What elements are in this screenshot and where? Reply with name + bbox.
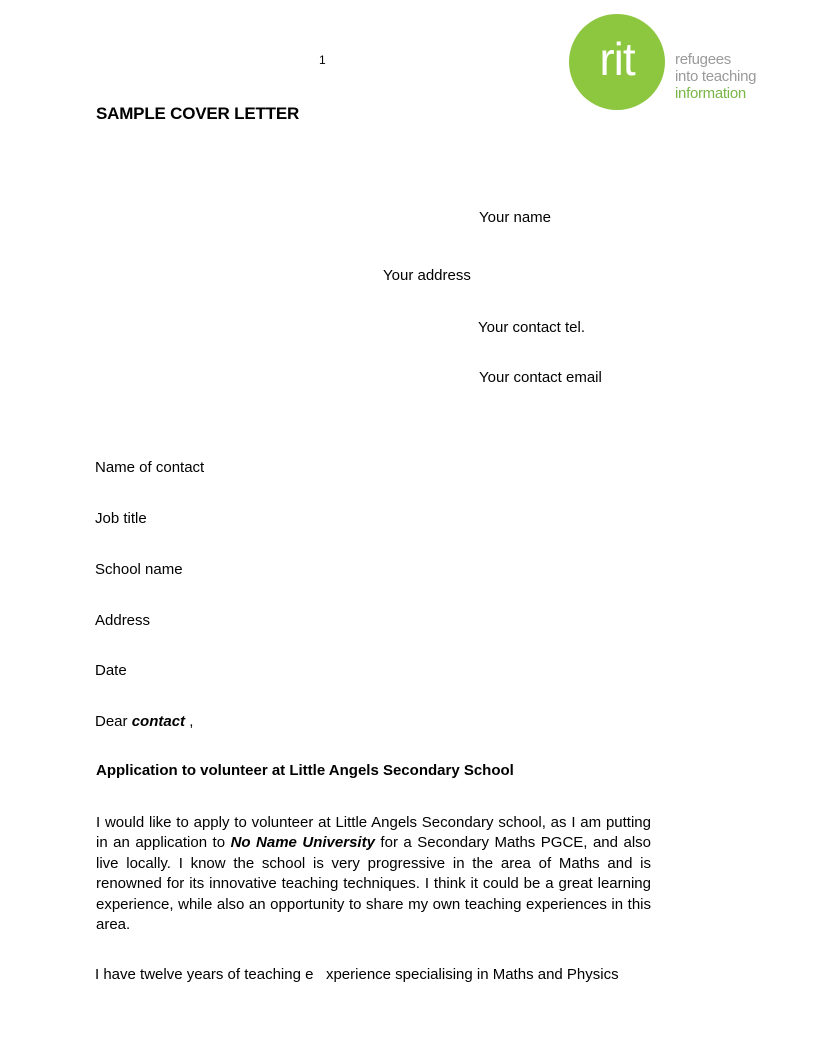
salutation-suffix: , [185,713,194,730]
letter-date: Date [95,662,127,679]
logo-mark: rit [599,33,635,85]
logo-line-into-teaching: into teaching [675,68,757,85]
paragraph-1 [96,813,651,935]
page-number: 1 [319,53,326,67]
university-name: No Name University [230,834,375,852]
logo-line-refugees: refugees [675,51,731,68]
subject-line: Application to volunteer at Little Angels Secondary School [96,762,514,779]
logo-text [675,51,756,102]
sender-name: Your name [479,209,551,226]
logo-circle [569,14,665,110]
rit-logo [569,14,769,114]
salutation [95,713,193,730]
document-title: SAMPLE COVER LETTER [96,104,300,123]
recipient-school: School name [95,561,183,578]
recipient-address: Address [95,612,151,629]
salutation-prefix: Dear [95,713,132,730]
paragraph-1-end: for a Secondary Maths PGCE, and also live locally. I know the school is very progressive in the area of Maths and is renowned for its innovative teaching techniques. I think it could be a great learning experience, while also an opportunity to share my own teaching experiences in this area. [96,834,652,934]
logo-line-information: information [675,85,746,102]
paragraph-2: I have twelve years of teaching e xperience specialising in Maths and Physics [95,966,619,983]
sender-address: Your address [383,267,471,284]
recipient-job-title: Job title [95,510,147,527]
recipient-contact: Name of contact [95,459,205,476]
sender-email: Your contact email [479,369,602,386]
sender-tel: Your contact tel. [478,319,586,336]
paragraph-1-start: I would like to apply to volunteer at Little Angels Secondary school, as I am putting in an application to [96,814,651,852]
salutation-name: contact [131,713,186,730]
